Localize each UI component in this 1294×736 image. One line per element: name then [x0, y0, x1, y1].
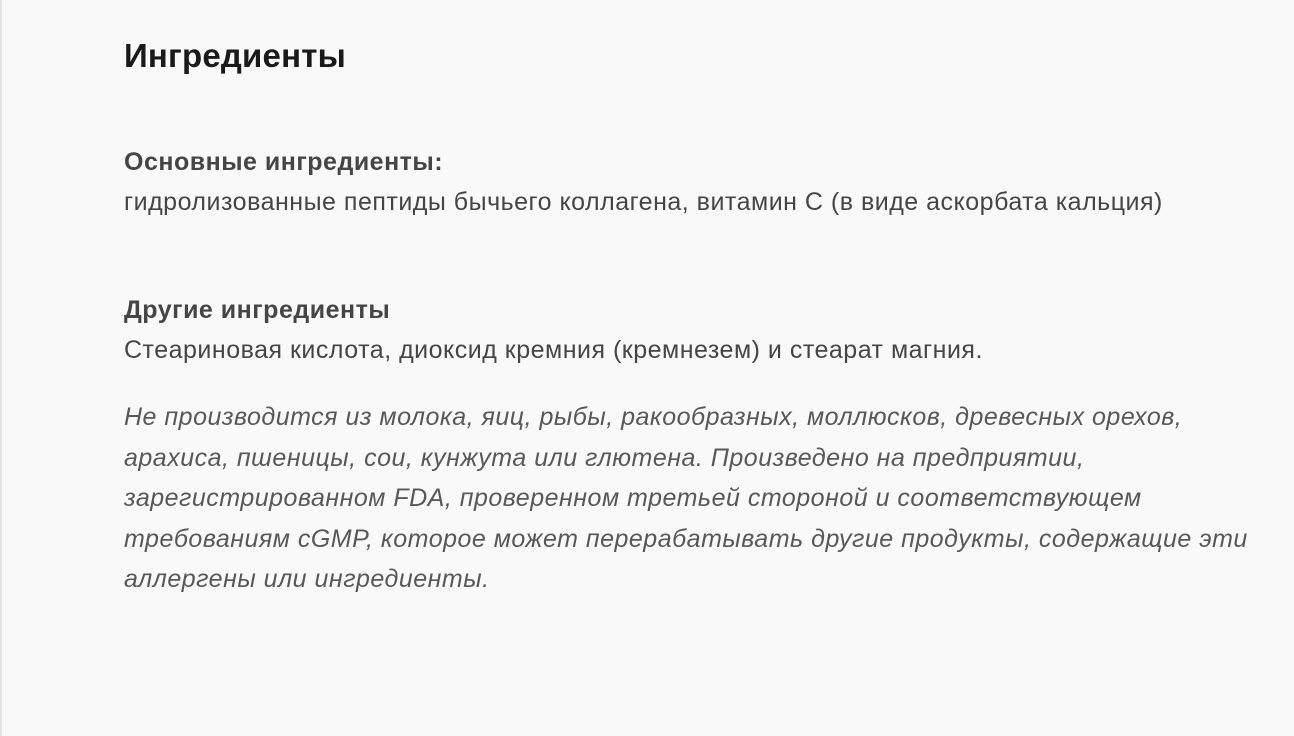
other-ingredients-section [124, 294, 1284, 370]
allergen-note: Не производится из молока, яиц, рыбы, ракообразных, моллюсков, древесных орехов, арахиса, пшеницы, сои, кунжута или глютена. Произведено на предприятии, зарегистрированном FDA, проверенном третьей стороной и соответствующем требованиям cGMP, которое может перерабатывать другие продукты, содержащие эти аллергены или ингредиенты. [124, 403, 1248, 593]
main-ingredients-text: гидролизованные пептиды бычьего коллагена, витамин С (в виде аскорбата кальция) [124, 188, 1163, 216]
ingredients-title: Ингредиенты [124, 37, 346, 74]
other-ingredients-text: Стеариновая кислота, диоксид кремния (кремнезем) и стеарат магния. [124, 336, 983, 364]
other-ingredients-heading: Другие ингредиенты [124, 296, 391, 324]
main-ingredients-section [124, 146, 1284, 222]
main-ingredients-heading: Основные ингредиенты: [124, 148, 444, 176]
